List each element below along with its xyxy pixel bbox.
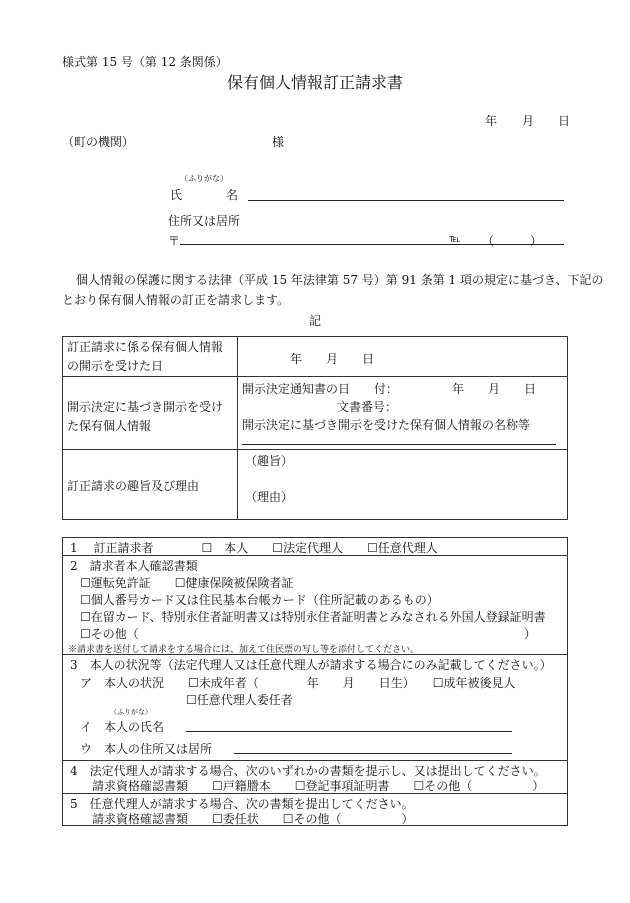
- disclosed-info-name-label: 開示決定に基づき開示を受けた保有個人情報の名称等: [242, 418, 531, 432]
- id-docs-line-1[interactable]: ☐運転免許証 ☐健康保険被保険者証: [80, 576, 294, 590]
- voluntary-rep-docs[interactable]: 請求資格確認書類 ☐委任状 ☐その他（ ）: [92, 812, 414, 826]
- honorific-label: 様: [272, 135, 285, 149]
- intro-line-2: とおり保有個人情報の訂正を請求します。: [62, 293, 290, 307]
- principal-status-row[interactable]: ア 本人の状況 ☐未成年者（ 年 月 日生） ☐成年被後見人: [80, 676, 516, 690]
- disclosure-date-value[interactable]: 年 月 日: [290, 352, 375, 366]
- form-number: 様式第 15 号（第 12 条関係）: [62, 55, 228, 69]
- intro-line-1: 個人情報の保護に関する法律（平成 15 年法律第 57 号）第 91 条第 1 項の規定に基づき、下記の: [76, 273, 604, 287]
- id-docs-other[interactable]: ☐その他（: [80, 627, 139, 641]
- notice-date-line: 開示決定通知書の日 付： 年 月 日: [242, 382, 537, 396]
- ki-label: 記: [308, 314, 321, 328]
- disclosed-info-label: 開示決定に基づき開示を受けた保有個人情報: [67, 400, 224, 433]
- id-docs-note: ※請求書を送付して請求をする場合には、加えて住民票の写し等を添付してください。: [68, 645, 420, 655]
- id-docs-other-close: ）: [524, 627, 537, 641]
- voluntary-rep-title: 5 任意代理人が請求する場合、次の書類を提出してください。: [70, 797, 414, 811]
- principal-name-label: イ 本人の氏名: [80, 720, 165, 734]
- form-title: 保有個人情報訂正請求書: [226, 73, 403, 92]
- disclosed-info-input-line[interactable]: [242, 444, 556, 445]
- date-year-label: 年: [485, 114, 498, 128]
- id-docs-line-3[interactable]: ☐在留カード、特別永住者証明書又は特別永住者証明書とみなされる外国人登録証明書: [80, 610, 546, 624]
- address-label: 住所又は居所: [168, 214, 241, 228]
- date-day-label: 日: [558, 114, 571, 128]
- principal-address-label: ウ 本人の住所又は居所: [80, 742, 213, 756]
- name-label-2: 名: [226, 188, 239, 202]
- postal-mark: 〒: [168, 234, 181, 248]
- principal-address-input-line[interactable]: [234, 753, 512, 754]
- tel-paren: （ ）: [482, 234, 543, 248]
- legal-rep-title: 4 法定代理人が請求する場合、次のいずれかの書類を提示し、又は提出してください。: [70, 764, 546, 778]
- principal-status-title: 3 本人の状況等（法定代理人又は任意代理人が請求する場合にのみ記載してください。）: [70, 658, 552, 672]
- agency-label: （町の機関）: [62, 135, 135, 149]
- requester-type-row[interactable]: 1 訂正請求者 ☐ 本人 ☐法定代理人 ☐任意代理人: [70, 541, 438, 555]
- disclosure-date-label: 訂正請求に係る保有個人情報の開示を受けた日: [67, 340, 224, 373]
- principal-furigana: （ふりがな）: [110, 708, 152, 716]
- principal-status-row-2[interactable]: ☐任意代理人委任者: [186, 693, 293, 707]
- document-number-label: 文書番号：: [337, 400, 398, 414]
- furigana-label: （ふりがな）: [180, 174, 228, 183]
- principal-name-input-line[interactable]: [186, 731, 512, 732]
- date-month-label: 月: [522, 114, 535, 128]
- tel-icon: ℡: [449, 232, 461, 245]
- purpose-label[interactable]: （趣旨）: [245, 454, 294, 468]
- name-label-1: 氏: [170, 188, 183, 202]
- name-input-line[interactable]: [248, 200, 564, 201]
- reason-label[interactable]: （理由）: [245, 490, 294, 504]
- id-docs-title: 2 請求者本人確認書類: [70, 559, 198, 573]
- purpose-reason-label: 訂正請求の趣旨及び理由: [67, 479, 200, 493]
- id-docs-line-2[interactable]: ☐個人番号カード又は住民基本台帳カード（住所記載のあるもの）: [80, 593, 439, 607]
- legal-rep-docs[interactable]: 請求資格確認書類 ☐戸籍謄本 ☐登記事項証明書 ☐その他（ ）: [92, 779, 545, 793]
